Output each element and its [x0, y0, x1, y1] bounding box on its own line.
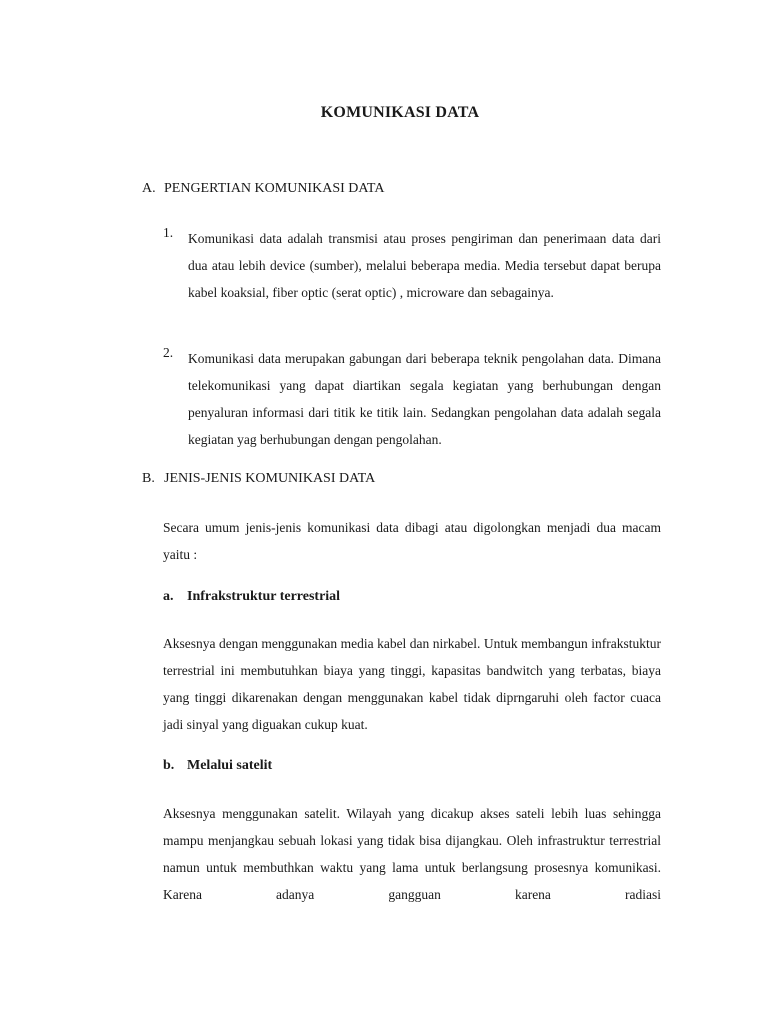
list-item-text: Komunikasi data adalah transmisi atau proses pengiriman dan penerimaan data dari dua atau lebih device (sumber), melalui beberapa media. Media tersebut dapat berupa kabel koaksial, fiber optic (serat optic) , microware dan sebagainya.: [188, 231, 661, 300]
subsection-a-title: Infrakstruktur terrestrial: [187, 589, 341, 604]
list-item-text: Komunikasi data merupakan gabungan dari beberapa teknik pengolahan data. Dimana telekomunikasi yang dapat diartikan segala kegiatan yang berhubungan dengan penyaluran informasi dari titik ke titik lain. Sedangkan pengolahan data adalah segala kegiatan yag berhubungan dengan pengolahan.: [188, 351, 661, 447]
list-item: [163, 225, 661, 306]
section-b-intro-text: Secara umum jenis-jenis komunikasi data dibagi atau digolongkan menjadi dua macam yaitu :: [163, 520, 661, 562]
section-b-intro: [163, 514, 661, 568]
subsection-b-title: Melalui satelit: [187, 758, 273, 773]
subsection-a-text: Aksesnya dengan menggunakan media kabel dan nirkabel. Untuk membangun infrakstuktur terrestrial ini membutuhkan biaya yang tinggi, kapasitas bandwitch yang terbatas, biaya yang tinggi dikarenakan dengan menggunakan kabel tidak diprngaruhi oleh factor cuaca jadi sinyal yang diguakan cukup kuat.: [163, 636, 661, 732]
list-item: [163, 345, 661, 453]
section-b-letter: B.: [142, 471, 155, 486]
section-b-heading: [142, 471, 375, 487]
section-a-letter: A.: [142, 181, 156, 196]
list-item-number: 1.: [163, 225, 174, 240]
subsection-a-letter: a.: [163, 589, 174, 604]
section-a-heading: [142, 181, 384, 197]
subsection-a-body: [163, 630, 661, 738]
subsection-b-letter: b.: [163, 758, 175, 773]
section-a-title: PENGERTIAN KOMUNIKASI DATA: [164, 181, 385, 196]
subsection-a-heading: [163, 589, 340, 605]
subsection-b-text: Aksesnya menggunakan satelit. Wilayah yang dicakup akses sateli lebih luas sehingga mampu menjangkau sebuah lokasi yang tidak bisa dijangkau. Oleh infrastruktur terrestrial namun untuk membuthkan waktu yang lama untuk berlangsung prosesnya komunikasi. Karena adanya gangguan karena radiasi: [163, 806, 661, 902]
subsection-b-heading: [163, 758, 272, 774]
section-b-title: JENIS-JENIS KOMUNIKASI DATA: [164, 471, 376, 486]
list-item-number: 2.: [163, 345, 174, 360]
document-title: KOMUNIKASI DATA: [320, 104, 480, 121]
subsection-b-body: [163, 800, 661, 908]
